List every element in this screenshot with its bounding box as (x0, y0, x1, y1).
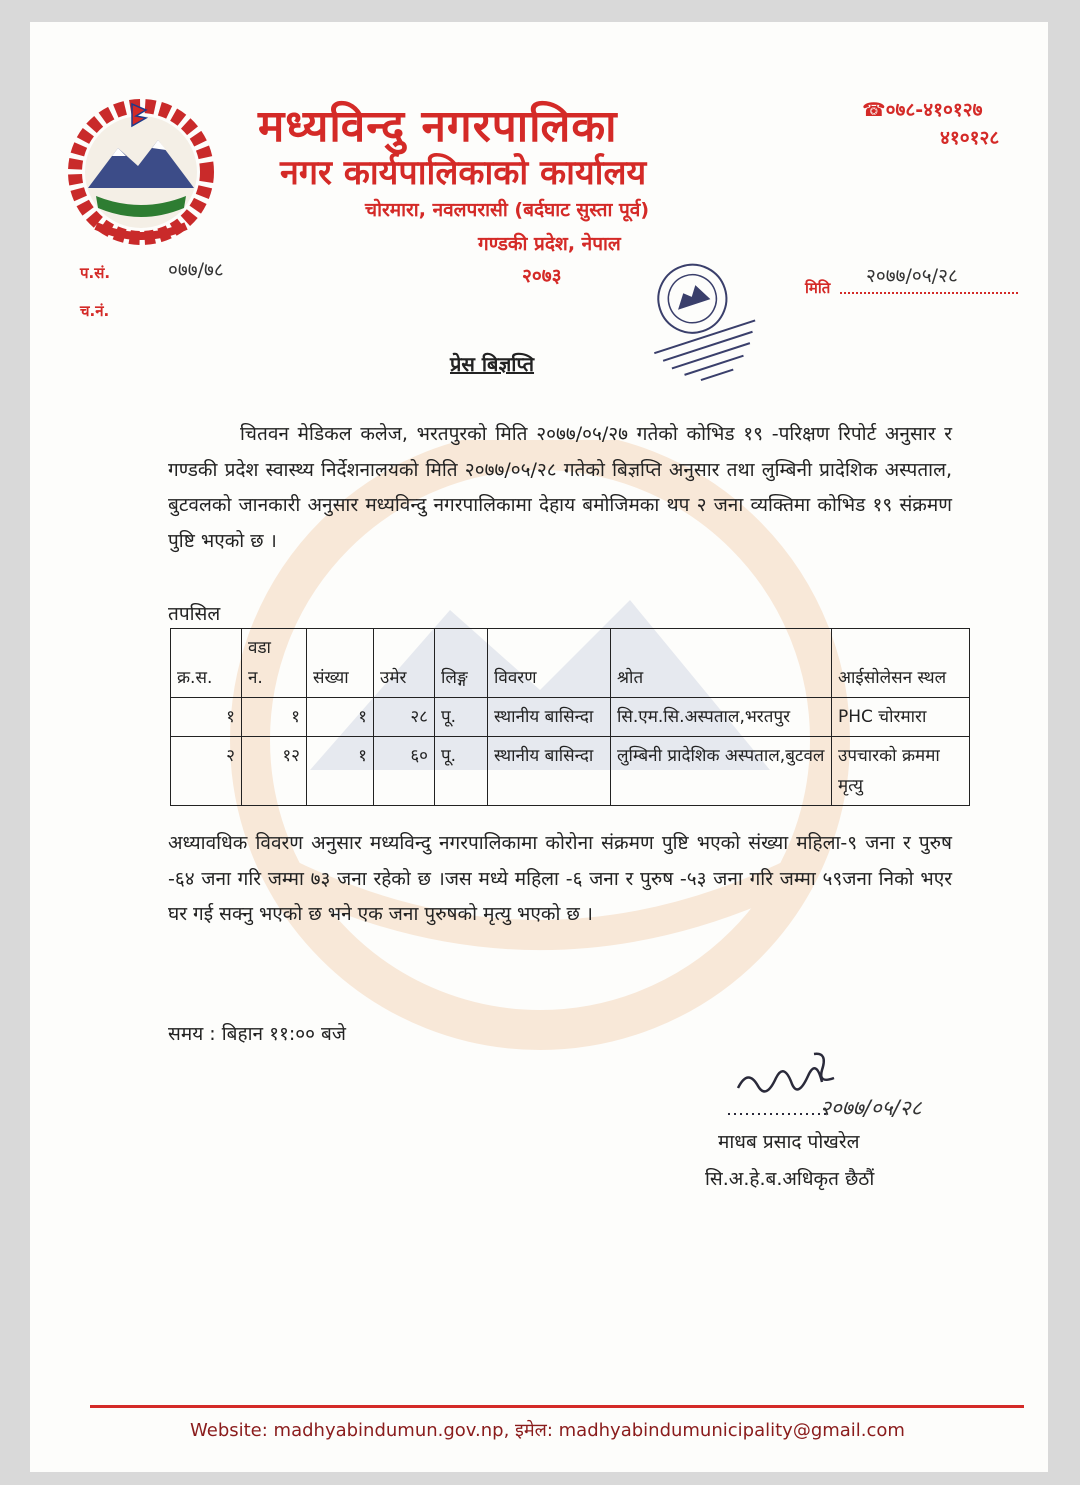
nepal-emblem (66, 96, 216, 248)
cell-isolation: उपचारको क्रममा मृत्यु (832, 737, 970, 806)
signatory-name: माधब प्रसाद पोखरेल (718, 1131, 860, 1153)
cases-table (170, 628, 970, 806)
schedule-label: तपसिल (168, 603, 221, 625)
cell-detail: स्थानीय बासिन्दा (488, 698, 611, 737)
cell-gender: पू. (435, 737, 488, 806)
header-gender: लिङ्ग (435, 629, 488, 698)
cell-source: लुम्बिनी प्रादेशिक अस्पताल,बुटवल (611, 737, 832, 806)
header-ward-bottom: न. (248, 668, 263, 688)
handwritten-signature (718, 1048, 958, 1138)
table-row (171, 737, 970, 806)
province-name: गण्डकी प्रदेश, नेपाल (478, 233, 621, 255)
office-address: चोरमारा, नवलपरासी (बर्दघाट सुस्ता पूर्व) (365, 199, 650, 221)
cell-detail: स्थानीय बासिन्दा (488, 737, 611, 806)
cell-age: २८ (374, 698, 435, 737)
date-label: मिति (805, 279, 831, 297)
header-count: संख्या (307, 629, 374, 698)
signatory-designation: सि.अ.हे.ब.अधिकृत छैठौं (705, 1168, 875, 1190)
patra-value: ०७७/७८ (168, 259, 224, 281)
cell-sn: २ (171, 737, 242, 806)
phone-number-1: ☎०७८-४१०१२७ (862, 99, 983, 121)
header-ward (242, 629, 307, 698)
notice-time: समय : बिहान ११:०० बजे (168, 1023, 346, 1045)
header-ward-top: वडा (248, 638, 271, 658)
header-source: श्रोत (611, 629, 832, 698)
notice-paragraph-2: अध्यावधिक विवरण अनुसार मध्यविन्दु नगरपालिकामा कोरोना संक्रमण पुष्टि भएको संख्या महिला-९ जना र पुरुष -६४ जना गरि जम्मा ७३ जना रहेको छ ।जस मध्ये महिला -६ जना र पुरुष -५३ जना गरि जम्मा ५९जना निको भएर घर गई सक्नु भएको छ भने एक जना पुरुषको मृत्यु भएको छ । (168, 832, 952, 925)
header-sn: क्र.स. (171, 629, 242, 698)
signature-date: २०७७/०५/२८ (820, 1096, 922, 1120)
footer-contact: Website: madhyabindumun.gov.np, इमेल: madhyabindumunicipality@gmail.com (190, 1420, 905, 1441)
chalani-label: च.नं. (80, 302, 110, 320)
notice-paragraph-1: चितवन मेडिकल कलेज, भरतपुरको मिति २०७७/०५/२७ गतेको कोभिड १९ -परिक्षण रिपोर्ट अनुसार र गण्डकी प्रदेश स्वास्थ्य निर्देशनालयको मिति २०७७/०५/२८ गतेको बिज्ञप्ति अनुसार तथा लुम्बिनी प्रादेशिक अस्पताल, बुटवलको जानकारी अनुसार मध्यविन्दु नगरपालिकामा देहाय बमोजिमका थप २ जना व्यक्तिमा कोभिड १९ संक्रमण पुष्टि भएको छ । (168, 423, 952, 552)
cell-isolation: PHC चोरमारा (832, 698, 970, 737)
cell-ward: १२ (242, 737, 307, 806)
established-year: २०७३ (522, 265, 562, 287)
date-dotted-line (840, 292, 1018, 294)
cell-sn: १ (171, 698, 242, 737)
cell-source: सि.एम.सि.अस्पताल,भरतपुर (611, 698, 832, 737)
cell-gender: पू. (435, 698, 488, 737)
header-isolation: आईसोलेसन स्थल (832, 629, 970, 698)
office-name: नगर कार्यपालिकाको कार्यालय (280, 153, 647, 193)
cell-count: १ (307, 737, 374, 806)
patra-label: प.सं. (80, 264, 111, 282)
table-header-row (171, 629, 970, 698)
phone-number-2: ४१०१२८ (940, 127, 1000, 149)
municipality-name: मध्यविन्दु नगरपालिका (258, 101, 618, 152)
cell-ward: १ (242, 698, 307, 737)
date-value: २०७७/०५/२८ (866, 265, 958, 287)
header-detail: विवरण (488, 629, 611, 698)
footer-divider (90, 1405, 1024, 1408)
table-row (171, 698, 970, 737)
header-age: उमेर (374, 629, 435, 698)
cell-age: ६० (374, 737, 435, 806)
office-seal-stamp (622, 238, 772, 388)
notice-title: प्रेस बिज्ञप्ति (450, 352, 535, 376)
cell-count: १ (307, 698, 374, 737)
